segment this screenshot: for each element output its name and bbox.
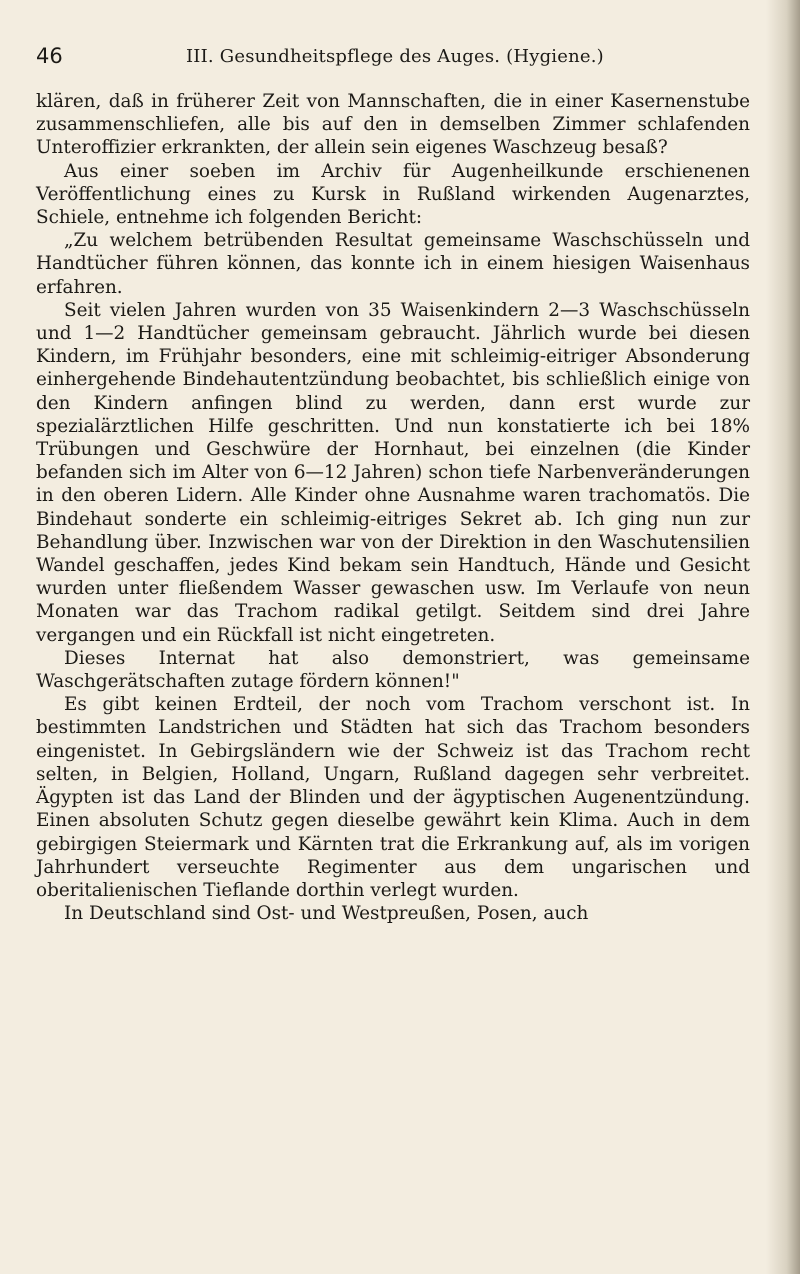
paragraph: klären, daß in früherer Zeit von Mannschaften, die in einer Kasernenstube zusammenschliefen, alle bis auf den in demselben Zimmer schlafenden Unteroffizier erkrankten, der allein sein eigenes Waschzeug besaß? <box>36 91 750 159</box>
paragraph: In Deutschland sind Ost- und Westpreußen, Posen, auch <box>64 903 589 925</box>
quote-paragraph: Seit vielen Jahren wurden von 35 Waisenkindern 2—3 Waschschüsseln und 1—2 Handtücher gemeinsam gebraucht. Jährlich wurde bei diesen Kindern, im Frühjahr besonders, eine mit schleimig-eitriger Absonderung einhergehende Bindehautentzündung beobachtet, bis schließlich einige von den Kindern anfingen blind zu werden, dann erst wurde zur spezialärztlichen Hilfe geschritten. Und nun konstatierte ich bei 18% Trübungen und Geschwüre der Hornhaut, bei einzelnen (die Kinder befanden sich im Alter von 6—12 Jahren) schon tiefe Narbenveränderungen in den oberen Lidern. Alle Kinder ohne Ausnahme waren trachomatös. Die Bindehaut sonderte ein schleimig-eitriges Sekret ab. Ich ging nun zur Behandlung über. Inzwischen war von der Direktion in den Waschutensilien Wandel geschaffen, jedes Kind bekam sein Handtuch, Hände und Gesicht wurden unter fließendem Wasser gewaschen usw. Im Verlaufe von neun Monaten war das Trachom radikal getilgt. Seitdem sind drei Jahre vergangen und ein Rückfall ist nicht eingetreten. <box>36 299 750 646</box>
page-number: 46 <box>36 44 63 68</box>
paragraph: Es gibt keinen Erdteil, der noch vom Trachom verschont ist. In bestimmten Landstrichen und Städten hat sich das Trachom besonders eingenistet. In Gebirgsländern wie der Schweiz ist das Trachom recht selten, in Belgien, Holland, Ungarn, Rußland dagegen sehr verbreitet. Ägypten ist das Land der Blinden und der ägyptischen Augenentzündung. Einen absoluten Schutz gegen dieselbe gewährt kein Klima. Auch in dem gebirgigen Steiermark und Kärnten trat die Erkrankung auf, als im vorigen Jahrhundert verseuchte Regimenter aus dem ungarischen und oberitalienischen Tieflande dorthin verlegt wurden. <box>36 694 750 901</box>
page-header <box>36 44 736 74</box>
running-head: III. Gesundheitspflege des Auges. (Hygiene.) <box>186 46 604 67</box>
quote-paragraph: Dieses Internat hat also demonstriert, was gemeinsame Waschgerätschaften zutage fördern können!" <box>36 647 750 693</box>
page-edge-shadow <box>766 0 800 1274</box>
body-text <box>36 90 750 925</box>
paragraph: Aus einer soeben im Archiv für Augenheilkunde erschienenen Veröffentlichung eines zu Kursk in Rußland wirkenden Augenarztes, Schiele, entnehme ich folgenden Bericht: <box>36 160 750 229</box>
quote-paragraph: „Zu welchem betrübenden Resultat gemeinsame Waschschüsseln und Handtücher führen können, das konnte ich in einem hiesigen Waisenhaus erfahren. <box>36 230 750 298</box>
